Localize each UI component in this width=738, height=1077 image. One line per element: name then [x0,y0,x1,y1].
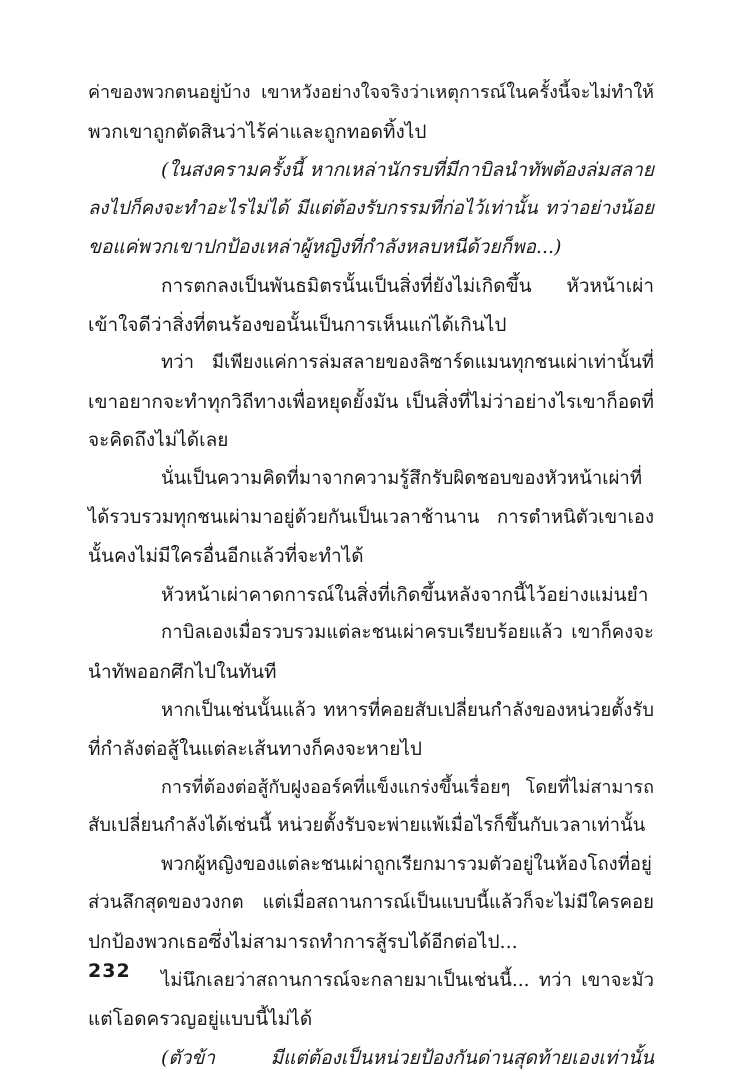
text-line: เข้าใจดีว่าสิ่งที่ตนร้องขอนั้นเป็นการเห็นแก่ได้เกินไป [88,313,507,336]
text-line: เขาอยากจะทำทุกวิถีทางเพื่อหยุดยั้งมัน เป็นสิ่งที่ไม่ว่าอย่างไรเขาก็อดที่ [88,390,654,413]
page-number: 232 [88,960,131,982]
text-line: นั้นคงไม่มีใครอื่นอีกแล้วที่จะทำได้ [88,545,364,568]
text-line: ขอแค่พวกเขาปกป้องเหล่าผู้หญิงที่กำลังหลบหนีด้วยก็พอ...) [88,236,562,259]
text-line: พวกเขาถูกตัดสินว่าไร้ค่าและถูกทอดทิ้งไป [88,120,427,143]
body-text [88,74,654,1077]
text-line: นั่นเป็นความคิดที่มาจากความรู้สึกรับผิดชอบของหัวหน้าเผ่าที่ [161,467,643,489]
text-line: ที่กำลังต่อสู้ในแต่ละเส้นทางก็คงจะหายไป [88,738,422,761]
text-line: ค่าของพวกตนอยู่บ้าง เขาหวังอย่างใจจริงว่าเหตุการณ์ในครั้งนี้จะไม่ทำให้ [88,82,654,103]
text-line: กาบิลเองเมื่อรวบรวมแต่ละชนเผ่าครบเรียบร้อยแล้ว เขาก็คงจะ [161,622,654,644]
text-line: (ตัวข้า มีแต่ต้องเป็นหน่วยป้องกันด่านสุดท้ายเองเท่านั้น [161,1046,654,1069]
text-line: ปกป้องพวกเธอซึ่งไม่สามารถทำการสู้รบได้อีกต่อไป... [88,931,518,954]
text-line: สับเปลี่ยนกำลังได้เช่นนี้ หน่วยตั้งรับจะพ่ายแพ้เมื่อไรก็ขึ้นกับเวลาเท่านั้น [88,815,646,837]
text-line: (ในสงครามครั้งนี้ หากเหล่านักรบที่มีกาบิลนำทัพต้องล่มสลาย [161,159,654,182]
text-line: จะคิดถึงไม่ได้เลย [88,429,229,452]
text-line: ทว่า มีเพียงแค่การล่มสลายของลิซาร์ดแมนทุกชนเผ่าเท่านั้นที่ [161,352,654,374]
text-line: หากเป็นเช่นนั้นแล้ว ทหารที่คอยสับเปลี่ยนกำลังของหน่วยตั้งรับ [161,699,654,721]
text-line: การที่ต้องต่อสู้กับฝูงออร์คที่แข็งแกร่งขึ้นเรื่อยๆ โดยที่ไม่สามารถ [161,776,654,798]
text-line: พวกผู้หญิงของแต่ละชนเผ่าถูกเรียกมารวมตัวอยู่ในห้องโถงที่อยู่ [161,853,652,875]
text-line: ลงไปก็คงจะทำอะไรไม่ได้ มีแต่ต้องรับกรรมที่ก่อไว้เท่านั้น ทว่าอย่างน้อย [88,197,654,219]
text-line: นำทัพออกศึกไปในทันที [88,660,277,683]
text-line: หัวหน้าเผ่าคาดการณ์ในสิ่งที่เกิดขึ้นหลังจากนี้ไว้อย่างแม่นยำ [161,583,649,606]
text-line: แต่โอดครวญอยู่แบบนี้ไม่ได้ [88,1008,313,1031]
text-line: ส่วนลึกสุดของวงกต แต่เมื่อสถานการณ์เป็นแบบนี้แล้วก็จะไม่มีใครคอย [88,892,654,914]
text-line: ได้รวบรวมทุกชนเผ่ามาอยู่ด้วยกันเป็นเวลาช้านาน การตำหนิตัวเขาเอง [88,506,654,528]
text-line: การตกลงเป็นพันธมิตรนั้นเป็นสิ่งที่ยังไม่เกิดขึ้น หัวหน้าเผ่า [161,274,654,297]
text-line: ไม่นึกเลยว่าสถานการณ์จะกลายมาเป็นเช่นนี้... ทว่า เขาจะมัว [161,969,654,991]
